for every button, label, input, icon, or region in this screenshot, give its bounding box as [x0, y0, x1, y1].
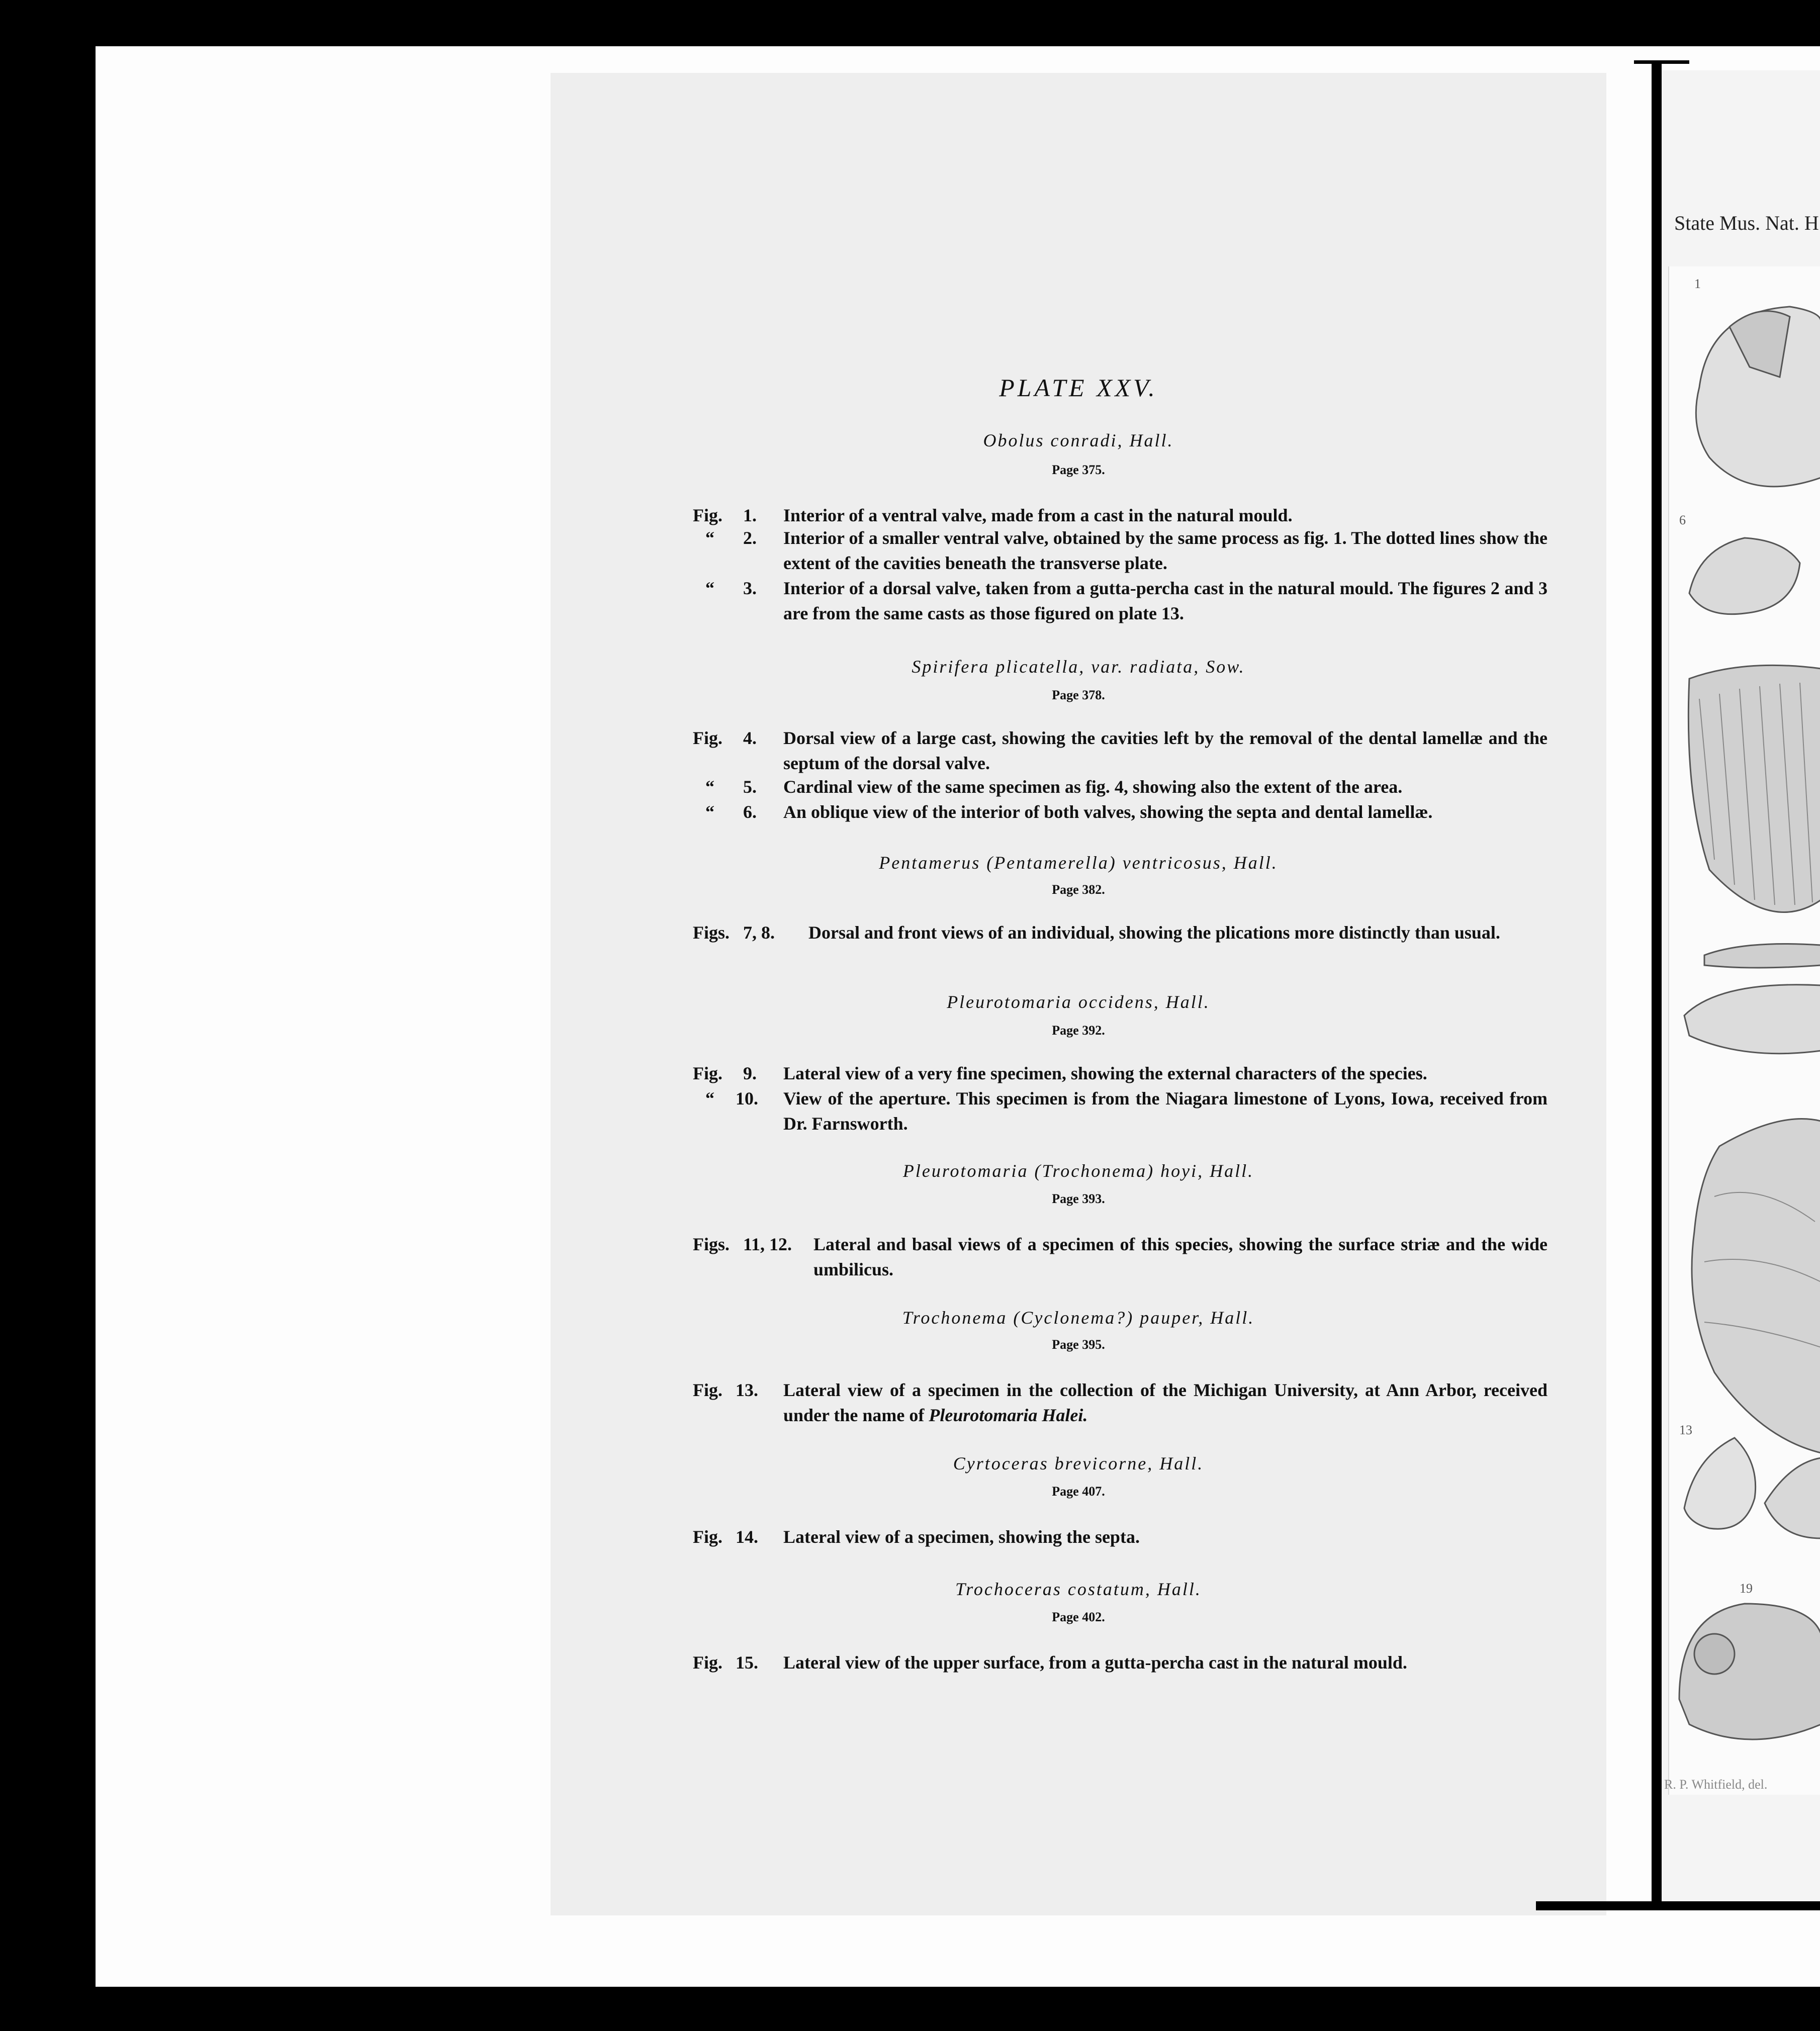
page-ref: Page 382. [1052, 882, 1105, 897]
fig-label: “ [705, 777, 714, 797]
fig-label: Fig. [693, 505, 722, 525]
fig-label: “ [705, 802, 714, 822]
fig-description: Lateral view of a specimen, showing the septa. [783, 1527, 1140, 1547]
species-heading-cyrtoceras: Cyrtoceras brevicorne, Hall. [953, 1453, 1204, 1473]
fig-number: 15. [736, 1652, 758, 1673]
fig-number: 13. [736, 1380, 758, 1400]
fig-number: 11, 12. [743, 1234, 792, 1254]
fig-description: Dorsal view of a large cast, showing the cavities left by the removal of the dental lamellæ and the septum of the dorsal valve. [783, 728, 1548, 773]
figure-entry-4 [693, 725, 1548, 776]
figure-entry-2 [693, 525, 1548, 576]
page-ref: Page 393. [1052, 1191, 1105, 1206]
page-ref: Page 407. [1052, 1484, 1105, 1499]
fig-description [783, 1377, 1548, 1428]
fig-label: Figs. [693, 1234, 730, 1254]
fig-label: Fig. [693, 1063, 722, 1083]
fig-number: 4. [743, 728, 757, 748]
figure-entry-9 [693, 1061, 1548, 1086]
figure-entry-15 [693, 1650, 1548, 1675]
page-ref: Page 378. [1052, 688, 1105, 702]
figure-entry-10 [693, 1086, 1548, 1136]
fig-description: Interior of a ventral valve, made from a cast in the natural mould. [783, 505, 1293, 525]
specimen-name: Pleurotomaria Halei. [929, 1405, 1088, 1425]
page-ref: Page 392. [1052, 1023, 1105, 1038]
species-heading-obolus: Obolus conradi, Hall. [983, 430, 1174, 450]
facing-plate-header: State Mus. Nat. H [1674, 212, 1819, 234]
fig-label: Fig. [693, 728, 722, 748]
fig-description: An oblique view of the interior of both valves, showing the septa and dental lamellæ. [783, 802, 1433, 822]
fig-number: 2. [743, 528, 757, 548]
fig-description: View of the aperture. This specimen is from the Niagara limestone of Lyons, Iowa, received from Dr. Farnsworth. [783, 1088, 1548, 1134]
page-ref: Page 402. [1052, 1610, 1105, 1624]
species-heading-trochonema: Trochonema (Cyclonema?) pauper, Hall. [902, 1308, 1255, 1328]
fig-description: Interior of a smaller ventral valve, obtained by the same process as fig. 1. The dotted lines show the extent of the cavities beneath the transverse plate. [783, 528, 1548, 573]
fossil-drawings [1669, 266, 1820, 1795]
fig-label: Figs. [693, 922, 730, 943]
fig-label: “ [705, 578, 714, 598]
plate-fig-number: 13 [1679, 1423, 1692, 1437]
fig-number: 5. [743, 777, 757, 797]
fig-number: 3. [743, 578, 757, 598]
fig-label: Fig. [693, 1380, 722, 1400]
fig-label: “ [705, 528, 714, 548]
plate-rule-bottom [1536, 1901, 1820, 1910]
fig-number: 9. [743, 1063, 757, 1083]
fig-label: Fig. [693, 1652, 722, 1673]
fig-label: “ [705, 1088, 714, 1109]
fig-description: Lateral view of a very fine specimen, showing the external characters of the species. [783, 1063, 1427, 1083]
fig-description-text: Lateral view of a specimen in the collection of the Michigan University, at Ann Arbor, received under the name of [783, 1380, 1548, 1425]
fig-number: 7, 8. [743, 922, 775, 943]
figure-entry-13 [693, 1377, 1548, 1428]
figure-entry-7-8 [693, 920, 1548, 945]
fig-description: Cardinal view of the same specimen as fig. 4, showing also the extent of the area. [783, 777, 1403, 797]
figure-entry-1 [693, 503, 1548, 528]
fig-description: Interior of a dorsal valve, taken from a gutta-percha cast in the natural mould. The figures 2 and 3 are from the same casts as those figured on plate 13. [783, 578, 1548, 623]
species-heading-pentamerus: Pentamerus (Pentamerella) ventricosus, Hall. [879, 853, 1278, 873]
fig-description: Lateral view of the upper surface, from a gutta-percha cast in the natural mould. [783, 1652, 1407, 1673]
species-heading-pleurotomaria-occidens: Pleurotomaria occidens, Hall. [947, 992, 1210, 1012]
fig-description: Lateral and basal views of a specimen of this species, showing the surface striæ and the wide umbilicus. [813, 1234, 1548, 1279]
plate-fig-number: 19 [1740, 1581, 1753, 1596]
figure-entry-6 [693, 799, 1548, 824]
species-heading-trochoceras: Trochoceras costatum, Hall. [955, 1579, 1202, 1599]
fossil-plate-illustration [1668, 266, 1820, 1795]
plate-fig-number: 1 [1694, 276, 1701, 291]
species-heading-pleurotomaria-hoyi: Pleurotomaria (Trochonema) hoyi, Hall. [902, 1161, 1254, 1181]
plate-gutter-rule [1652, 60, 1662, 1910]
figure-entry-3 [693, 576, 1548, 626]
species-heading-spirifera: Spirifera plicatella, var. radiata, Sow. [912, 657, 1245, 677]
fig-number: 6. [743, 802, 757, 822]
fig-number: 14. [736, 1527, 758, 1547]
plate-fig-number: 6 [1679, 513, 1686, 527]
plate-rule-top [1634, 60, 1689, 64]
figure-entry-14 [693, 1524, 1548, 1549]
page-ref: Page 375. [1052, 463, 1105, 477]
figure-entry-5 [693, 774, 1548, 799]
figure-entry-11-12 [693, 1232, 1548, 1282]
artist-credit: R. P. Whitfield, del. [1664, 1777, 1768, 1792]
plate-title: PLATE XXV. [999, 374, 1158, 402]
fig-number: 10. [736, 1088, 758, 1109]
fig-description: Dorsal and front views of an individual, showing the plications more distinctly than usual. [808, 922, 1500, 943]
fig-label: Fig. [693, 1527, 722, 1547]
fig-number: 1. [743, 505, 757, 525]
page-ref: Page 395. [1052, 1337, 1105, 1352]
